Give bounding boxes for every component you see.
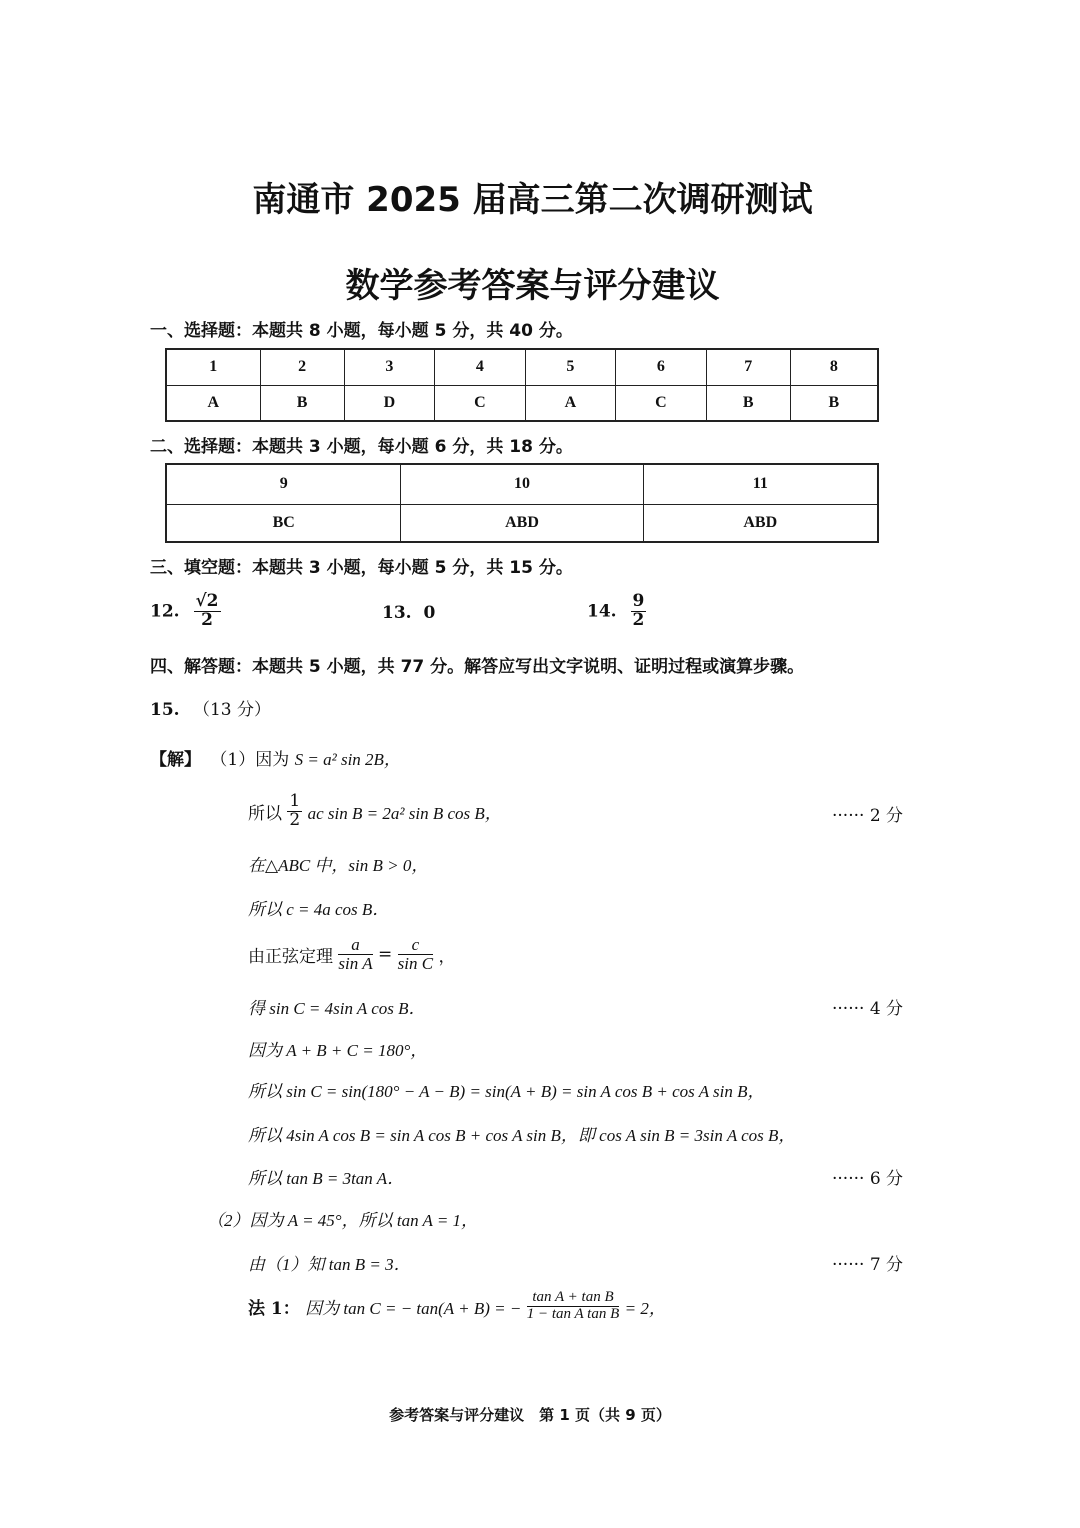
sine-rule-fraction-2 bbox=[398, 936, 433, 973]
table-cell-answer: BC bbox=[166, 504, 401, 542]
table-cell-answer: A bbox=[525, 385, 616, 421]
solution-line-10: 所以 tan B = 3tan A． bbox=[248, 1169, 405, 1188]
half-denominator: 2 bbox=[289, 809, 301, 830]
table-cell-answer: B bbox=[790, 385, 878, 421]
fraction2-numerator: c bbox=[398, 936, 433, 955]
table-cell-answer: C bbox=[616, 385, 707, 421]
score-2: ······ 2 分 bbox=[832, 806, 904, 826]
part1-label: （1）因为 bbox=[210, 750, 290, 770]
table-cell-number: 6 bbox=[616, 349, 707, 385]
table-cell-answer: B bbox=[260, 385, 344, 421]
line2-equation: ac sin B = 2a² sin B cos B， bbox=[307, 803, 502, 823]
q12-numerator: √2 bbox=[195, 591, 219, 611]
line5-equals: = bbox=[377, 944, 393, 965]
solution-line-13 bbox=[248, 1290, 666, 1323]
q12-denominator: 2 bbox=[201, 609, 213, 630]
q15-points: （13 分） bbox=[192, 700, 272, 720]
q13-label: 13. bbox=[382, 603, 412, 623]
solution-line-5 bbox=[248, 936, 455, 973]
fraction1-denominator: sin A bbox=[338, 953, 373, 973]
section4-heading: 四、解答题：本题共 5 小题，共 77 分。解答应写出文字说明、证明过程或演算步骤。 bbox=[150, 657, 805, 677]
table-cell-number: 5 bbox=[525, 349, 616, 385]
fraction1-numerator: a bbox=[338, 936, 372, 955]
table-cell-number: 10 bbox=[401, 464, 643, 504]
table-cell-number: 3 bbox=[344, 349, 435, 385]
fraction2-denominator: sin C bbox=[397, 953, 434, 973]
tan-sum-fraction bbox=[527, 1290, 620, 1323]
solution-tag: 【解】 bbox=[150, 750, 201, 770]
table-cell-number: 9 bbox=[166, 464, 401, 504]
q15-label: 15. bbox=[150, 700, 180, 720]
solution-line-9: 所以 4sin A cos B = sin A cos B + cos A sin B，即 cos A sin B = 3sin A cos B， bbox=[248, 1126, 796, 1145]
table-cell-number: 4 bbox=[435, 349, 526, 385]
table-cell-answer: C bbox=[435, 385, 526, 421]
page-title: 南通市 2025 届高三第二次调研测试 bbox=[252, 180, 813, 220]
table-cell-number: 1 bbox=[166, 349, 260, 385]
solution-line-4: 所以 c = 4a cos B． bbox=[248, 900, 390, 919]
solution-line-6: 得 sin C = 4sin A cos B． bbox=[248, 999, 426, 1018]
part2-line: （2）因为 A = 45°，所以 tan A = 1， bbox=[207, 1211, 479, 1230]
table-cell-number: 7 bbox=[706, 349, 790, 385]
answer-13 bbox=[382, 603, 435, 623]
tan-sum-denominator: 1 − tan A tan B bbox=[526, 1305, 620, 1322]
page-footer: 参考答案与评分建议 第 1 页（共 9 页） bbox=[389, 1406, 671, 1424]
line13-prefix: 因为 tan C = − tan(A + B) = − bbox=[305, 1298, 522, 1318]
table-cell-answer: ABD bbox=[401, 504, 643, 542]
q12-label: 12. bbox=[150, 601, 180, 622]
solution-line-2 bbox=[248, 793, 502, 830]
solution-line-1 bbox=[150, 745, 401, 770]
equation-s: S = a² sin 2B， bbox=[294, 750, 401, 769]
q12-fraction bbox=[194, 593, 221, 630]
solution-line-12: 由（1）知 tan B = 3． bbox=[248, 1255, 411, 1274]
q14-numerator: 9 bbox=[632, 591, 645, 611]
q14-fraction bbox=[631, 593, 647, 630]
score-6: ······ 6 分 bbox=[832, 1169, 904, 1189]
q13-answer: 0 bbox=[423, 603, 436, 623]
page-subtitle: 数学参考答案与评分建议 bbox=[345, 266, 720, 306]
sine-rule-fraction-1 bbox=[338, 936, 372, 973]
solution-line-7: 因为 A + B + C = 180°， bbox=[248, 1041, 428, 1060]
section3-heading: 三、填空题：本题共 3 小题，每小题 5 分，共 15 分。 bbox=[150, 558, 573, 578]
table-cell-answer: B bbox=[706, 385, 790, 421]
table-cell-answer: D bbox=[344, 385, 435, 421]
line5-prefix: 由正弦定理 bbox=[248, 946, 333, 967]
answer-14 bbox=[587, 593, 646, 630]
q14-label: 14. bbox=[587, 601, 617, 622]
line2-prefix: 所以 bbox=[248, 803, 282, 824]
tan-sum-numerator: tan A + tan B bbox=[527, 1290, 620, 1307]
section2-heading: 二、选择题：本题共 3 小题，每小题 6 分，共 18 分。 bbox=[150, 437, 573, 457]
q14-denominator: 2 bbox=[632, 609, 645, 630]
method-1-label: 法 1： bbox=[248, 1298, 300, 1319]
table-cell-number: 8 bbox=[790, 349, 878, 385]
line5-suffix: ， bbox=[438, 946, 456, 967]
half-fraction bbox=[287, 793, 302, 830]
section1-answer-table bbox=[165, 348, 879, 422]
half-numerator: 1 bbox=[289, 791, 301, 811]
table-cell-answer: ABD bbox=[643, 504, 878, 542]
table-cell-number: 2 bbox=[260, 349, 344, 385]
table-cell-number: 11 bbox=[643, 464, 878, 504]
table-cell-answer: A bbox=[166, 385, 260, 421]
section2-answer-table bbox=[165, 463, 879, 543]
section1-heading: 一、选择题：本题共 8 小题，每小题 5 分，共 40 分。 bbox=[150, 321, 573, 341]
answer-12 bbox=[150, 593, 221, 630]
score-4: ······ 4 分 bbox=[832, 999, 904, 1019]
score-7: ······ 7 分 bbox=[832, 1255, 904, 1275]
question-15-header bbox=[150, 695, 271, 720]
solution-line-3: 在△ABC 中，sin B > 0， bbox=[248, 856, 429, 875]
solution-line-8: 所以 sin C = sin(180° − A − B) = sin(A + B) = sin A cos B + cos A sin B， bbox=[248, 1082, 765, 1101]
line13-suffix: = 2， bbox=[624, 1298, 666, 1318]
